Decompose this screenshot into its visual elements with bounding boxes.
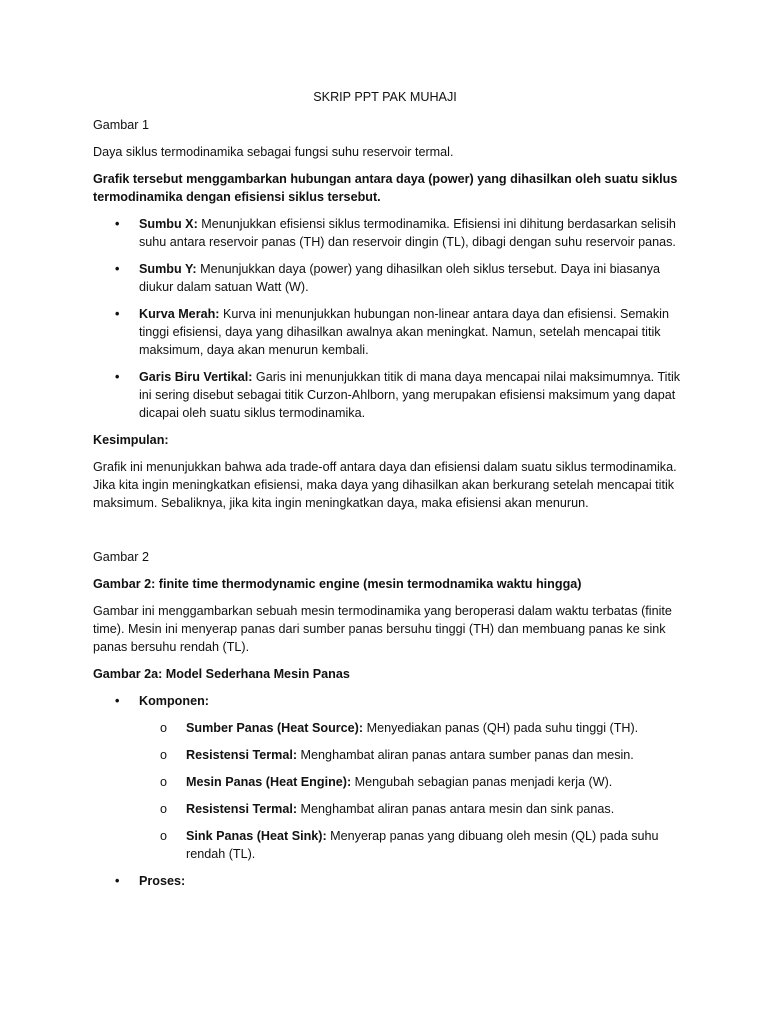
section-heading-gambar-1: Gambar 1 [93,118,149,132]
component-term: Sink Panas (Heat Sink): [186,829,327,843]
bullet-text: Menunjukkan efisiensi siklus termodinamika. Efisiensi ini dihitung berdasarkan selisih suhu antara reservoir panas (TH) dan reservoir dingin (TL), dibagi dengan suhu reservoir panas. [139,217,676,249]
bullet-text: Kurva ini menunjukkan hubungan non-linear antara daya dan efisiensi. Semakin tinggi efisiensi, daya yang dihasilkan awalnya akan meningkat. Namun, setelah mencapai titik maksimum, daya akan menurun kembali. [139,307,669,357]
bullet-term: Sumbu Y: [139,262,197,276]
gambar-2a-heading: Gambar 2a: Model Sederhana Mesin Panas [93,667,350,681]
gambar-1-caption: Daya siklus termodinamika sebagai fungsi suhu reservoir termal. [93,145,454,159]
gambar-1-intro: Grafik tersebut menggambarkan hubungan antara daya (power) yang dihasilkan oleh suatu siklus termodinamika dengan efisiensi siklus tersebut. [93,172,678,204]
component-text: Menyediakan panas (QH) pada suhu tinggi (TH). [363,721,639,735]
gambar-2-subtitle: Gambar 2: finite time thermodynamic engine (mesin termodnamika waktu hingga) [93,577,582,591]
list-item [93,872,683,890]
section-heading-gambar-2: Gambar 2 [93,550,149,564]
document-page [93,88,683,899]
process-label: Proses: [139,874,186,888]
component-term: Resistensi Termal: [186,748,298,762]
bullet-term: Kurva Merah: [139,307,220,321]
component-text: Mengubah sebagian panas menjadi kerja (W). [351,775,613,789]
components-sublist [139,719,683,863]
component-text: Menghambat aliran panas antara mesin dan sink panas. [297,802,615,816]
sub-list-item [92,746,683,764]
list-item [93,368,683,422]
bullet-term: Sumbu X: [139,217,198,231]
bullet-text: Garis ini menunjukkan titik di mana daya mencapai nilai maksimumnya. Titik ini sering disebut sebagai titik Curzon-Ahlborn, yang merupakan efisiensi maksimum yang dapat dicapai oleh suatu siklus termodinamika. [139,370,681,420]
bullet-text: Menunjukkan daya (power) yang dihasilkan oleh siklus tersebut. Daya ini biasanya diukur dalam satuan Watt (W). [139,262,661,294]
sub-list-item [92,719,683,737]
gambar-2a-bullet-list [93,692,683,890]
component-text: Menghambat aliran panas antara sumber panas dan mesin. [297,748,634,762]
gambar-1-bullet-list [93,215,683,422]
component-term: Mesin Panas (Heat Engine): [186,775,352,789]
list-item [93,692,683,863]
components-label: Komponen: [139,694,209,708]
sub-list-item [92,773,683,791]
component-text: Menyerap panas yang dibuang oleh mesin (QL) pada suhu rendah (TL). [186,829,659,861]
document-title: SKRIP PPT PAK MUHAJI [313,90,457,104]
list-item [93,305,683,359]
conclusion-heading: Kesimpulan: [93,433,169,447]
conclusion-paragraph: Grafik ini menunjukkan bahwa ada trade-off antara daya dan efisiensi dalam suatu siklus termodinamika. Jika kita ingin meningkatkan efisiensi, maka daya yang dihasilkan akan berkurang setelah mencapai titik maksimum. Sebaliknya, jika kita ingin meningkatkan daya, maka efisiensi akan menurun. [93,460,677,510]
bullet-term: Garis Biru Vertikal: [139,370,253,384]
component-term: Resistensi Termal: [186,802,298,816]
component-term: Sumber Panas (Heat Source): [186,721,364,735]
list-item [93,215,683,251]
spacer [93,521,683,548]
list-item [93,260,683,296]
gambar-2-description: Gambar ini menggambarkan sebuah mesin termodinamika yang beroperasi dalam waktu terbatas (finite time). Mesin ini menyerap panas dari sumber panas bersuhu tinggi (TH) dan membuang panas ke sink panas bersuhu rendah (TL). [93,604,672,654]
sub-list-item [92,800,683,818]
sub-list-item [92,827,683,863]
